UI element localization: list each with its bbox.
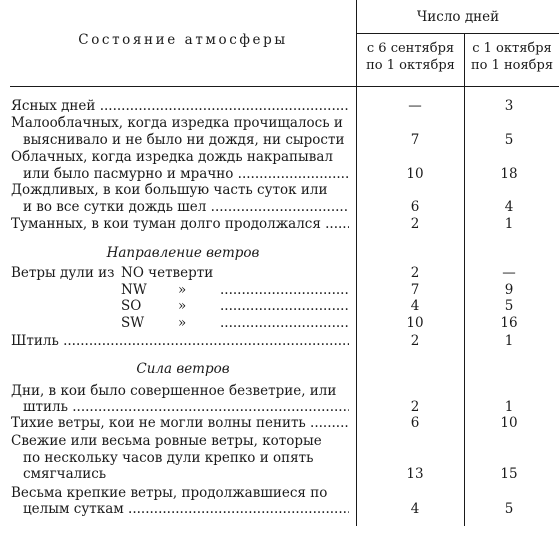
wind-direction: SO: [121, 298, 142, 314]
value-period-1: 2: [410, 333, 420, 349]
period-header-2-line: по 1 ноября: [470, 58, 554, 73]
period-header-1: [357, 40, 464, 74]
row-label: Облачных, когда изредка дождь накрапывал: [11, 149, 334, 165]
table-row: [0, 265, 559, 282]
table-row: [0, 98, 559, 115]
value-period-1: 2: [410, 265, 420, 281]
table-row: [0, 333, 559, 350]
table-row: [0, 199, 559, 216]
atmosphere-state-header: Состояние атмосферы: [78, 32, 288, 48]
value-period-1: 4: [410, 298, 420, 314]
ditto-mark: »: [178, 298, 187, 314]
period-header-1-line: по 1 октября: [366, 58, 455, 73]
row-label: Ясных дней .....: [11, 98, 349, 115]
days-count-header: Число дней: [416, 9, 500, 25]
value-period-2: 4: [504, 199, 514, 215]
value-period-1: 6: [410, 415, 420, 431]
period-header-2: [465, 40, 559, 74]
table-row: [0, 166, 559, 183]
row-label: Дождливых, в кои большую часть суток или: [11, 182, 328, 198]
value-period-1: 2: [410, 399, 420, 415]
value-period-2: 1: [504, 333, 514, 349]
value-period-1: 7: [410, 282, 420, 298]
table-row-line: [0, 182, 559, 199]
table-row: [0, 399, 559, 416]
row-label: штиль .....: [23, 399, 349, 416]
row-label: и во все сутки дождь шел .....: [23, 199, 349, 216]
value-period-1: 4: [410, 501, 420, 517]
value-period-1: 10: [406, 166, 424, 182]
value-period-2: —: [502, 265, 516, 281]
value-period-1: 7: [410, 132, 420, 148]
row-label: или было пасмурно и мрачно .....: [23, 166, 349, 183]
table-row: [0, 216, 559, 233]
value-period-2: 15: [500, 466, 518, 482]
wind-direction: SW: [121, 315, 145, 331]
value-period-1: 10: [406, 315, 424, 331]
leader-dots: [220, 282, 348, 299]
table-row: [0, 415, 559, 432]
period-header-1-line: с 6 сентября: [366, 41, 455, 56]
wind-direction: NW: [121, 282, 147, 298]
value-period-1: —: [408, 98, 422, 114]
row-label: Туманных, в кои туман долго продолжался .....: [11, 216, 349, 233]
table-row: [0, 298, 559, 315]
value-period-2: 3: [504, 98, 514, 114]
period-header-2-line: с 1 октября: [472, 41, 552, 56]
header-bottom-rule: [10, 86, 559, 87]
row-label: выяснивало и не было ни дождя, ни сырости: [23, 132, 345, 148]
table-row: [0, 501, 559, 518]
section-title-wind-strength: Сила ветров: [136, 361, 230, 377]
value-period-2: 5: [504, 298, 514, 314]
table-row: [0, 282, 559, 299]
table-row: [0, 132, 559, 149]
row-label: Ветры дули из: [11, 265, 115, 281]
row-label: целым суткам .....: [23, 501, 349, 518]
value-period-2: 9: [504, 282, 514, 298]
value-period-2: 10: [500, 415, 518, 431]
table-row: [0, 315, 559, 332]
value-period-1: 13: [406, 466, 424, 482]
value-period-1: 6: [410, 199, 420, 215]
table-row-line: [0, 149, 559, 166]
row-label: смягчались: [23, 466, 107, 482]
table-row-line: [0, 450, 559, 467]
row-label: Свежие или весьма ровные ветры, которые: [11, 433, 322, 449]
row-label: Штиль .....: [11, 333, 349, 350]
row-label: Весьма крепкие ветры, продолжавшиеся по: [11, 485, 328, 501]
table-row-line: [0, 383, 559, 400]
section-title-wind-direction: Направление ветров: [106, 245, 260, 261]
value-period-2: 1: [504, 216, 514, 232]
leader-dots: [220, 298, 348, 315]
ditto-mark: »: [178, 282, 187, 298]
ditto-mark: »: [178, 315, 187, 331]
row-label: Дни, в кои было совершенное безветрие, или: [11, 383, 337, 399]
value-period-1: 2: [410, 216, 420, 232]
value-period-2: 5: [504, 501, 514, 517]
value-period-2: 5: [504, 132, 514, 148]
leader-dots: [220, 315, 348, 332]
value-period-2: 18: [500, 166, 518, 182]
row-label: по нескольку часов дули крепко и опять: [23, 450, 314, 466]
table-row: [0, 466, 559, 483]
header-rule: [357, 33, 559, 34]
table-row-line: [0, 433, 559, 450]
wind-direction: NO четверти: [121, 265, 214, 281]
value-period-2: 16: [500, 315, 518, 331]
value-period-2: 1: [504, 399, 514, 415]
row-label: Тихие ветры, кои не могли волны пенить .....: [11, 415, 349, 432]
row-label: Малооблачных, когда изредка прочищалось и: [11, 115, 343, 131]
table-row-line: [0, 485, 559, 502]
table-row-line: [0, 115, 559, 132]
